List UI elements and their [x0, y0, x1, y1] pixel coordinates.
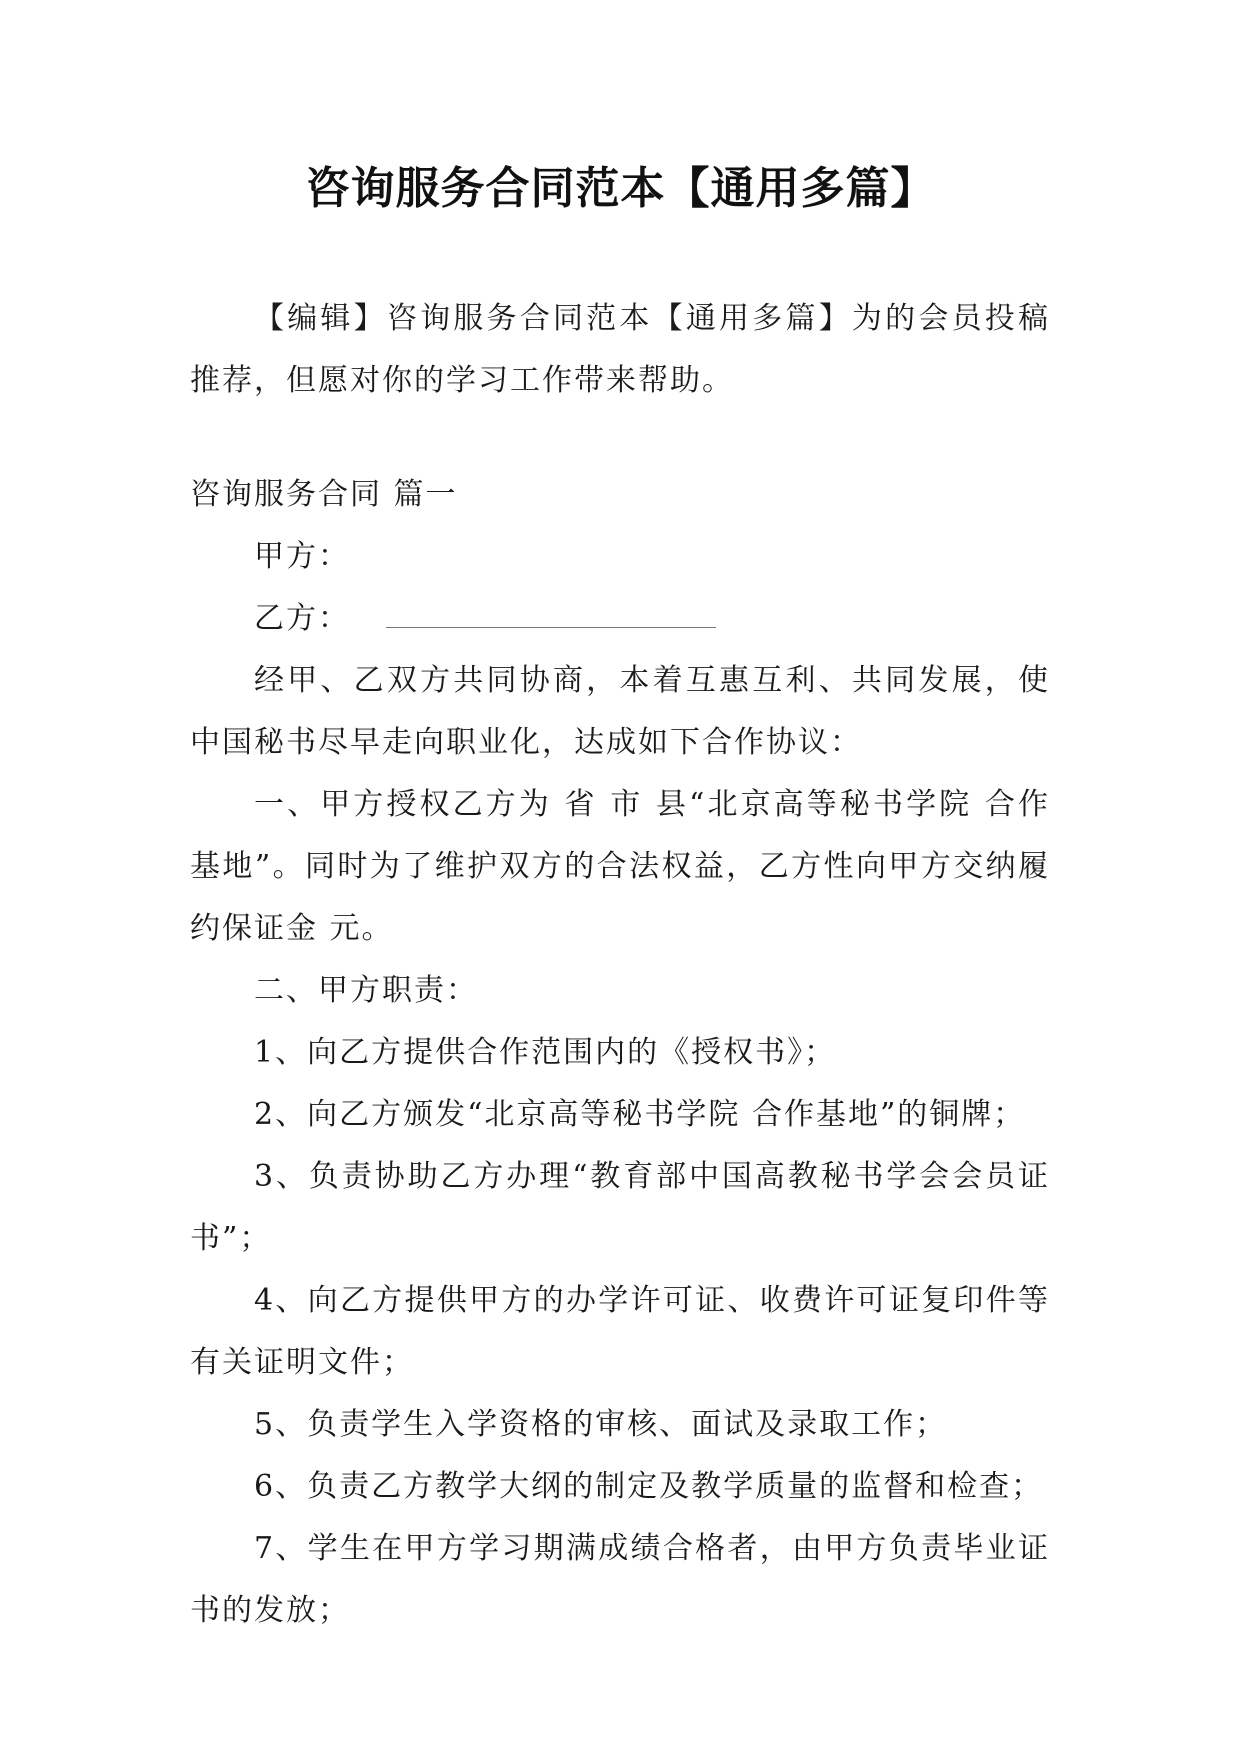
intro-paragraph: 【编辑】咨询服务合同范本【通用多篇】为的会员投稿推荐，但愿对你的学习工作带来帮助。: [190, 301, 1050, 398]
list-item: 2、向乙方颁发“北京高等秘书学院 合作基地”的铜牌；: [254, 1097, 1026, 1132]
list-item: 4、向乙方提供甲方的办学许可证、收费许可证复印件等有关证明文件；: [190, 1283, 1050, 1380]
list-item: 7、学生在甲方学习期满成绩合格者，由甲方负责毕业证书的发放；: [190, 1531, 1050, 1628]
paragraph-consultation: 经甲、乙双方共同协商，本着互惠互利、共同发展，使中国秘书尽早走向职业化，达成如下合作协议：: [190, 663, 1050, 760]
document-title: 咨询服务合同范本【通用多篇】: [305, 163, 936, 214]
party-a-line: [190, 526, 1050, 588]
party-b-line: [190, 588, 1050, 650]
list-item: 1、向乙方提供合作范围内的《授权书》；: [254, 1035, 837, 1070]
paragraph-clause-2-heading: 二、甲方职责：: [254, 973, 478, 1008]
list-item: 5、负责学生入学资格的审核、面试及录取工作；: [254, 1407, 948, 1442]
section-heading: 咨询服务合同 篇一: [190, 477, 458, 512]
paragraph-clause-1: 一、甲方授权乙方为 省 市 县“北京高等秘书学院 合作基地”。同时为了维护双方的合法权益，乙方性向甲方交纳履约保证金 元。: [190, 787, 1050, 946]
document-body: [190, 288, 1050, 1642]
party-a-label: 甲方：: [254, 539, 350, 574]
party-b-label: 乙方：: [254, 601, 350, 636]
list-item: 6、负责乙方教学大纲的制定及教学质量的监督和检查；: [254, 1469, 1044, 1504]
party-b-blank: [386, 609, 716, 628]
list-item: 3、负责协助乙方办理“教育部中国高教秘书学会会员证书”；: [190, 1159, 1050, 1256]
